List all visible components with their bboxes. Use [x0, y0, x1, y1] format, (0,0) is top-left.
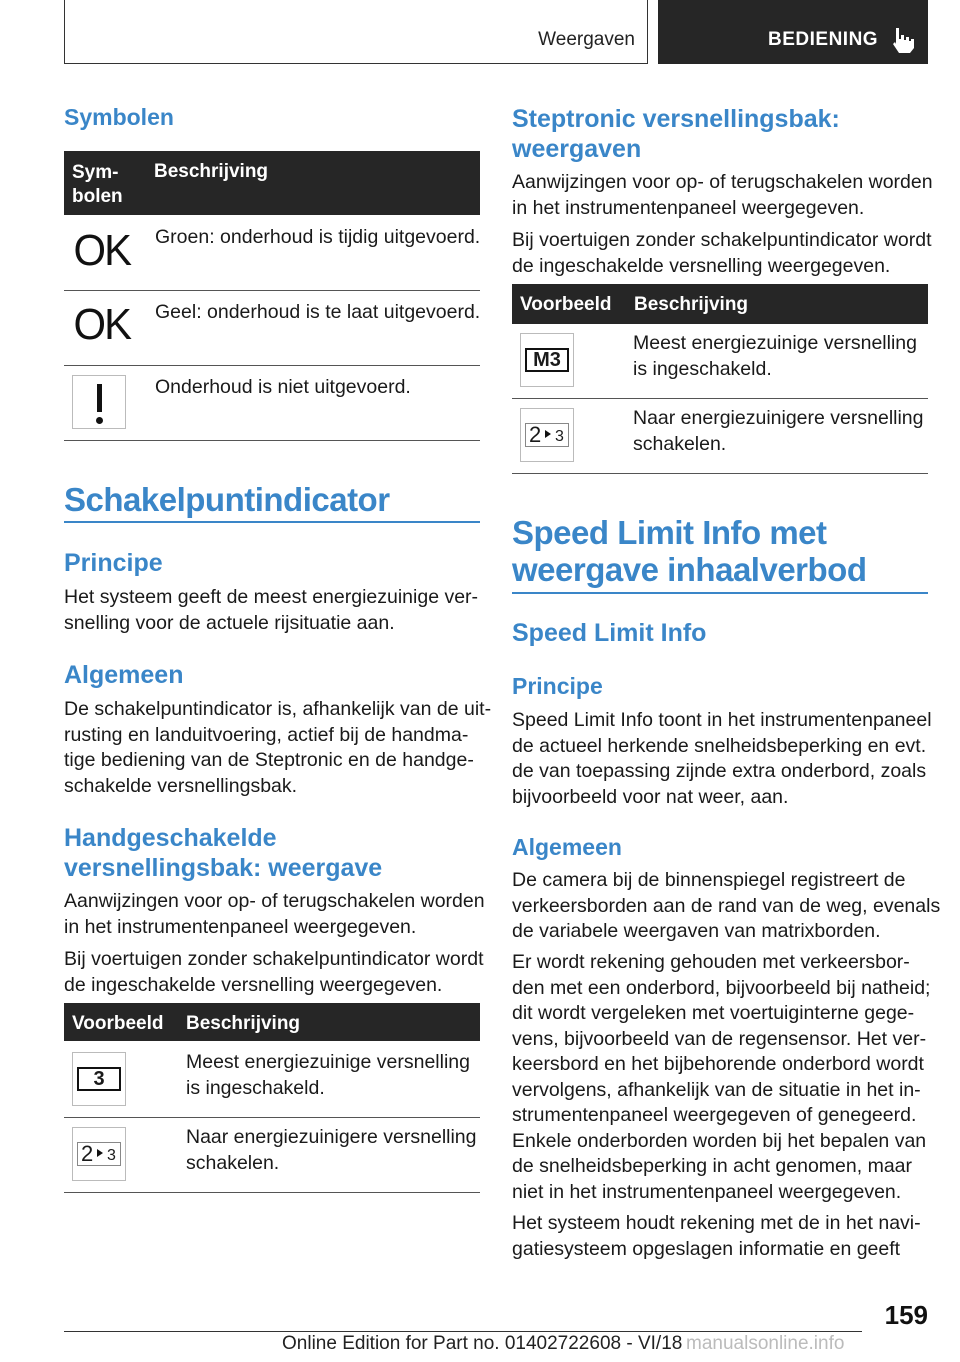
row-divider [64, 365, 480, 366]
algemeen-text: De schakelpuntindicator is, afhankelijk van de uit- rusting en landuitvoering, actief bij de handma- tige bediening van de Steptronic en de handge- schakelde versnellingsbak. [64, 698, 492, 797]
gear-3-indicator-icon: 3 [72, 1052, 126, 1106]
description-col-header: Beschrijving [634, 294, 749, 315]
principe-text: Speed Limit Info toont in het instrumentenpaneel de actueel herkende snelheidsbeperking en evt. de van toepassing zijnde extra onderbord, zoals bijvoorbeeld voor nat weer, aan. [512, 709, 932, 808]
row-divider [512, 398, 928, 399]
algemeen-text-1: De camera bij de binnenspiegel registreert de verkeersborden aan de rand van de weg, evenals de variabele weergaven van matrixborden. [512, 869, 941, 942]
row-description: Geel: onderhoud is te laat uitgevoerd. [155, 301, 481, 323]
warning-exclamation-icon [72, 375, 126, 429]
page-number: 159 [884, 1300, 928, 1330]
example-col-header: Voorbeeld [520, 294, 612, 315]
row-description: Meest energiezuinige versnelling is ingeschakeld. [186, 1051, 470, 1099]
header-chapter-label: BEDIENING [768, 29, 879, 50]
row-description: Meest energiezuinige versnelling is ingeschakeld. [633, 332, 917, 380]
example-col-header: Voorbeeld [72, 1013, 164, 1034]
row-description: Naar energiezuinigere versnelling schakelen. [186, 1126, 477, 1174]
steptronic-text-2: Bij voertuigen zonder schakelpuntindicator wordt de ingeschakelde versnelling weergegeven. [512, 229, 932, 277]
handgeschakelde-heading: Handgeschakelde versnellingsbak: weergave [64, 824, 383, 882]
row-divider [64, 440, 480, 441]
row-description: Groen: onderhoud is tijdig uitgevoerd. [155, 226, 481, 248]
shift-up-indicator-icon: 2 3 [72, 1127, 126, 1181]
description-col-header: Beschrijving [154, 161, 269, 182]
row-divider [64, 290, 480, 291]
header-section-box [64, 0, 648, 64]
main-section-title: Schakelpuntindicator [64, 481, 390, 518]
speed-limit-info-heading: Speed Limit Info [512, 619, 707, 647]
principe-heading: Principe [512, 673, 603, 699]
footer-edition: Online Edition for Part no. 01402722608 - VI/18 [282, 1333, 683, 1354]
header-chapter-tab [658, 0, 928, 64]
algemeen-text-3: Het systeem houdt rekening met de in het navi- gatiesysteem opgeslagen informatie en geeft [512, 1212, 921, 1260]
symbolen-heading: Symbolen [64, 104, 174, 130]
row-description: Naar energiezuinigere versnelling schakelen. [633, 407, 924, 455]
ok-yellow-icon: OK [73, 300, 131, 349]
handgeschakelde-text-2: Bij voertuigen zonder schakelpuntindicator wordt de ingeschakelde versnelling weergegeven. [64, 948, 484, 996]
header-section-label: Weergaven [538, 29, 635, 50]
example-table-header [64, 1003, 480, 1041]
algemeen-text-2: Er wordt rekening gehouden met verkeersbor- den met een onderbord, bijvoorbeeld bij natheid; dit wordt vergeleken met voertuiginterne gege- vens, bijvoorbeeld van de regensensor. Het ver- keersbord en het bijbehorende onderbord wordt vervolgens, afhankelijk van de situatie in het in- strumentenpaneel weergegeven of genegeerd. Enkele onderborden worden bij het bepalen van de snelheidsbeperking in acht genomen, maar niet in het instrumentenpaneel weergegeven. [512, 951, 931, 1203]
shift-up-indicator-icon: 2 3 [520, 408, 574, 462]
steptronic-heading: Steptronic versnellingsbak: weergaven [512, 105, 840, 163]
principe-text: Het systeem geeft de meest energiezuinige ver- snelling voor de actuele rijsituatie aan. [64, 586, 479, 634]
footer-rule [64, 1331, 862, 1332]
row-description: Onderhoud is niet uitgevoerd. [155, 376, 411, 398]
algemeen-heading: Algemeen [512, 834, 622, 860]
footer-watermark: manualsonline.info [686, 1333, 845, 1354]
row-divider [64, 1117, 480, 1118]
steptronic-text-1: Aanwijzingen voor op- of terugschakelen worden in het instrumentenpaneel weergegeven. [512, 171, 933, 219]
title-underline [512, 592, 928, 594]
symbol-col-header: Sym- bolen [72, 162, 123, 207]
steptronic-table-header [512, 284, 928, 324]
description-col-header: Beschrijving [186, 1013, 301, 1034]
algemeen-heading: Algemeen [64, 661, 184, 689]
row-divider [64, 1192, 480, 1193]
symbol-table-header [64, 151, 480, 215]
row-divider [512, 473, 928, 474]
title-underline [64, 521, 480, 523]
handgeschakelde-text-1: Aanwijzingen voor op- of terugschakelen worden in het instrumentenpaneel weergegeven. [64, 890, 485, 938]
pointing-hand-icon [890, 26, 916, 54]
principe-heading: Principe [64, 549, 163, 577]
speed-limit-section-title: Speed Limit Info met weergave inhaalverbod [512, 514, 867, 588]
ok-green-icon: OK [73, 226, 131, 275]
gear-m3-indicator-icon: M3 [520, 333, 574, 387]
